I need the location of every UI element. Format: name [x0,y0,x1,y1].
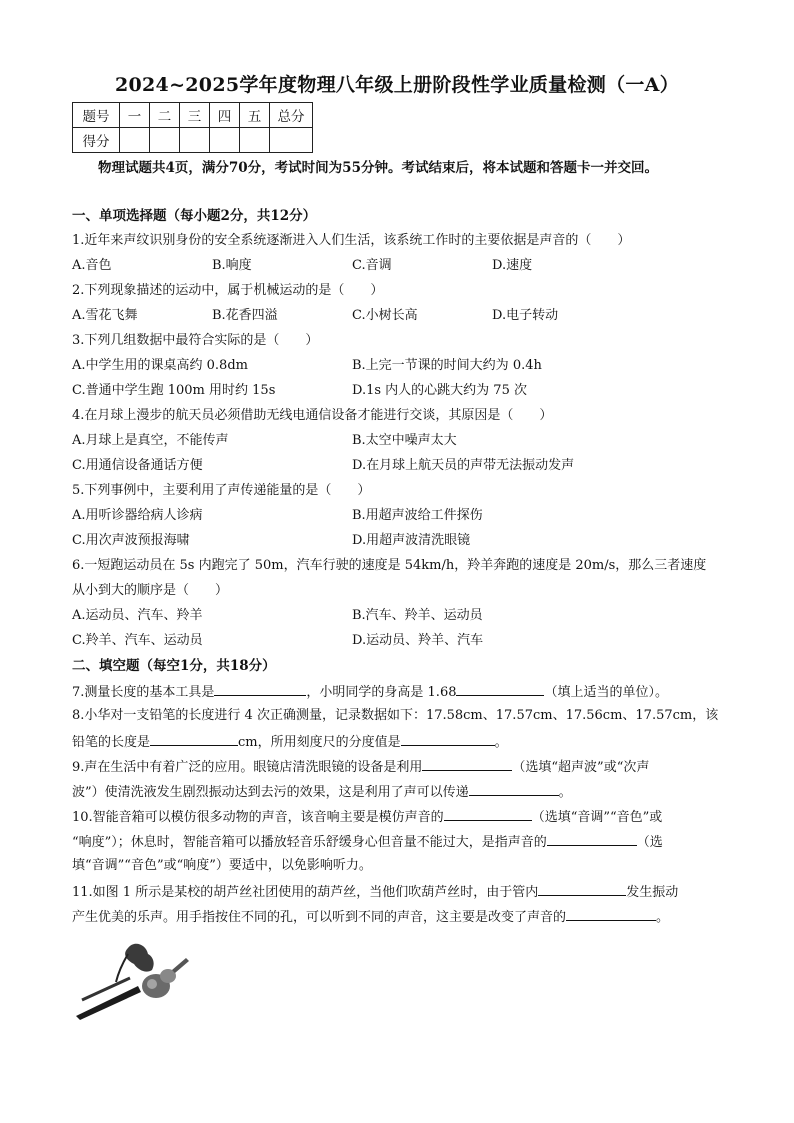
q1-option-d[interactable]: D.速度 [492,258,533,273]
q10-blank-2[interactable] [547,833,637,846]
q5-option-c[interactable]: C.用次声波预报海啸 [72,533,190,548]
q6-option-b[interactable]: B.汽车、羚羊、运动员 [352,608,483,623]
q2-option-b[interactable]: B.花香四溢 [212,308,278,323]
score-cell[interactable] [120,128,150,153]
question-5-stem: 5.下列事例中，主要利用了声传递能量的是（ ） [72,483,371,498]
question-7 [72,683,668,701]
question-2-stem: 2.下列现象描述的运动中，属于机械运动的是（ ） [72,283,384,298]
question-8-line-1: 8.小华对一支铅笔的长度进行 4 次正确测量，记录数据如下：17.58cm、17.57cm、17.56cm、17.57cm，该 [72,708,719,723]
q7-blank-1[interactable] [214,683,306,696]
q10-text: （选填“音调”“音色”或 [531,810,663,825]
score-cell[interactable] [240,128,270,153]
q11-text: 发生振动 [626,885,679,900]
q9-text: 。 [558,785,572,800]
score-header-cell: 一 [120,103,150,128]
q9-text: 9.声在生活中有着广泛的应用。眼镜店清洗眼镜的设备是利用 [72,760,423,775]
score-header-cell: 五 [240,103,270,128]
question-9-line-1 [72,758,649,776]
q9-text: （选填“超声波”或“次声 [512,760,650,775]
q10-text: （选 [636,835,663,850]
question-11-line-1 [72,883,678,901]
score-table-score-row [73,128,313,153]
score-cell[interactable] [180,128,210,153]
score-table-header-row [73,103,313,128]
question-6-stem-cont: 从小到大的顺序是（ ） [72,583,229,598]
q8-text: 铅笔的长度是 [72,735,151,750]
score-header-cell: 三 [180,103,210,128]
gourd-highlight [147,979,157,989]
q2-option-c[interactable]: C.小树长高 [352,308,418,323]
q11-text: 。 [656,910,670,925]
exam-title: 2024~2025学年度物理八年级上册阶段性学业质量检测（一A） [114,74,680,96]
q8-blank-1[interactable] [150,733,238,746]
tassel-shape [125,944,154,972]
section-heading-fill: 二、填空题（每空1分，共18分） [72,658,276,674]
q1-option-c[interactable]: C.音调 [352,258,392,273]
score-table [72,102,313,153]
q3-option-c[interactable]: C.普通中学生跑 100m 用时约 15s [72,383,276,398]
question-9-line-2 [72,783,572,801]
mouthpiece [172,958,189,973]
q7-text: 7.测量长度的基本工具是 [72,685,215,700]
q5-option-d[interactable]: D.用超声波清洗眼镜 [352,533,471,548]
score-cell[interactable] [210,128,240,153]
q7-text: ，小明同学的身高是 1.68 [306,685,457,700]
q5-option-b[interactable]: B.用超声波给工件探伤 [352,508,483,523]
question-11-line-2 [72,908,669,926]
q1-option-b[interactable]: B.响度 [212,258,252,273]
score-header-cell: 四 [210,103,240,128]
q3-option-b[interactable]: B.上完一节课的时间大约为 0.4h [352,358,542,373]
q11-blank-2[interactable] [566,908,656,921]
q8-text: 。 [494,735,508,750]
q11-blank-1[interactable] [538,883,626,896]
q4-option-b[interactable]: B.太空中噪声太大 [352,433,457,448]
q4-option-a[interactable]: A.月球上是真空，不能传声 [72,433,229,448]
score-header-cell: 总分 [270,103,313,128]
question-3-stem: 3.下列几组数据中最符合实际的是（ ） [72,333,319,348]
q2-option-a[interactable]: A.雪花飞舞 [72,308,138,323]
hulusi-figure [68,930,198,1020]
question-10-line-1 [72,808,662,826]
question-10-line-2 [72,833,663,851]
q11-text: 产生优美的乐声。用手指按住不同的孔，可以听到不同的声音，这主要是改变了声音的 [72,910,567,925]
q8-text: cm，所用刻度尺的分度值是 [238,735,401,750]
score-row-label: 得分 [73,128,120,153]
question-1-stem: 1.近年来声纹识别身份的安全系统逐渐进入人们生活，该系统工作时的主要依据是声音的（ ） [72,233,631,248]
q10-blank-1[interactable] [444,808,532,821]
q11-text: 11.如图 1 所示是某校的胡芦丝社团使用的葫芦丝，当他们吹葫芦丝时，由于管内 [72,885,539,900]
q6-option-c[interactable]: C.羚羊、汽车、运动员 [72,633,203,648]
q1-option-a[interactable]: A.音色 [72,258,112,273]
q6-option-d[interactable]: D.运动员、羚羊、汽车 [352,633,484,648]
score-cell[interactable] [150,128,180,153]
question-10-line-3: 填“音调”“音色”或“响度”）要适中，以免影响听力。 [72,858,372,873]
hulusi-pipe [76,986,141,1020]
score-header-cell: 二 [150,103,180,128]
question-8-line-2 [72,733,508,751]
question-4-stem: 4.在月球上漫步的航天员必须借助无线电通信设备才能进行交谈，其原因是（ ） [72,408,553,423]
q4-option-c[interactable]: C.用通信设备通话方便 [72,458,203,473]
q9-text: 波”）使清洗液发生剧烈振动达到去污的效果，这是利用了声可以传递 [72,785,469,800]
section-heading-choice: 一、单项选择题（每小题2分，共12分） [72,208,317,224]
q3-option-d[interactable]: D.1s 内人的心跳大约为 75 次 [352,383,527,398]
exam-instructions: 物理试题共4页，满分70分，考试时间为55分钟。考试结束后，将本试题和答题卡一并交回。 [98,160,658,176]
tassel-string [116,954,128,982]
q9-blank-2[interactable] [469,783,559,796]
q7-blank-2[interactable] [456,683,544,696]
question-6-stem: 6.一短跑运动员在 5s 内跑完了 50m，汽车行驶的速度是 54km/h，羚羊奔跑的速度是 20m/s，那么三者速度 [72,558,707,573]
q8-blank-2[interactable] [401,733,495,746]
q3-option-a[interactable]: A.中学生用的课桌高约 0.8dm [72,358,248,373]
q7-text: （填上适当的单位）。 [544,685,668,700]
q2-option-d[interactable]: D.电子转动 [492,308,559,323]
score-cell[interactable] [270,128,313,153]
q6-option-a[interactable]: A.运动员、汽车、羚羊 [72,608,203,623]
q9-blank-1[interactable] [422,758,512,771]
q10-text: “响度”）；休息时，智能音箱可以播放轻音乐舒缓身心但音量不能过大，是指声音的 [72,835,547,850]
q5-option-a[interactable]: A.用听诊器给病人诊病 [72,508,203,523]
q4-option-d[interactable]: D.在月球上航天员的声带无法振动发声 [352,458,575,473]
q10-text: 10.智能音箱可以模仿很多动物的声音，该音响主要是模仿声音的 [72,810,444,825]
score-header-cell: 题号 [73,103,120,128]
